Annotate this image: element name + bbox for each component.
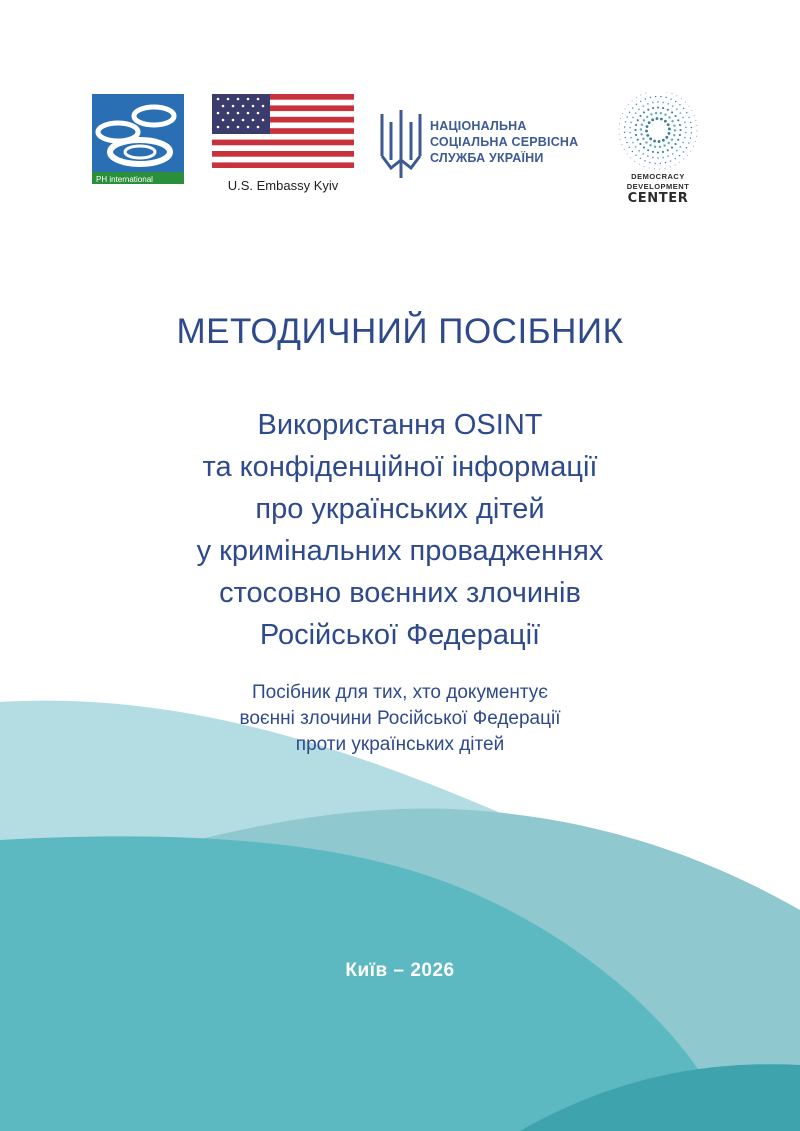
burst-dot <box>634 161 635 162</box>
burst-dot <box>652 151 654 153</box>
burst-dot <box>696 136 697 137</box>
burst-dot <box>679 124 681 126</box>
burst-dot <box>660 96 661 97</box>
burst-dot <box>679 162 680 163</box>
burst-dot <box>674 129 676 131</box>
burst-dot <box>657 157 659 159</box>
burst-dot <box>657 151 659 153</box>
ddc-logo <box>612 92 704 207</box>
burst-dot <box>663 144 665 146</box>
burst-dot <box>657 106 659 108</box>
burst-dot <box>659 146 661 148</box>
burst-dot <box>653 140 656 143</box>
burst-dot <box>628 104 629 105</box>
burst-dot <box>668 116 670 118</box>
burst-dot <box>649 144 651 146</box>
nss-line-3: СЛУЖБА УКРАЇНИ <box>430 151 544 165</box>
burst-dot <box>664 114 666 116</box>
burst-dot <box>676 150 678 152</box>
burst-dot <box>684 121 686 123</box>
burst-dot <box>632 100 633 101</box>
burst-dot <box>619 134 620 135</box>
burst-dot <box>675 158 676 159</box>
burst-dot <box>665 97 666 98</box>
burst-dot <box>664 120 667 123</box>
burst-dot <box>650 97 651 98</box>
dots-burst-icon <box>612 92 704 170</box>
us-flag-icon <box>212 94 354 168</box>
trident-icon <box>378 108 424 180</box>
burst-dot <box>686 147 687 148</box>
burst-dot <box>640 158 641 159</box>
burst-dot <box>642 105 644 107</box>
burst-dot <box>673 124 675 126</box>
burst-dot <box>624 149 625 150</box>
ph-international-icon <box>92 94 184 184</box>
burst-dot <box>662 157 664 159</box>
burst-dot <box>640 128 642 130</box>
burst-dot <box>625 137 626 138</box>
burst-dot <box>621 144 622 145</box>
burst-dot <box>647 155 649 157</box>
description-line: воєнні злочини Російської Федерації <box>239 708 561 729</box>
burst-dot <box>690 137 691 138</box>
burst-dot <box>652 157 654 159</box>
burst-dot <box>652 102 654 104</box>
burst-dot <box>642 153 644 155</box>
burst-dot <box>670 160 671 161</box>
burst-dot <box>637 139 639 141</box>
burst-dot <box>687 155 688 156</box>
ddc-line-3: CENTER <box>627 191 689 206</box>
burst-dot <box>671 147 673 149</box>
burst-dot <box>634 129 636 131</box>
burst-dot <box>690 122 691 123</box>
burst-dot <box>679 129 681 131</box>
burst-dot <box>643 111 645 113</box>
burst-dot <box>671 138 673 140</box>
burst-dot <box>649 167 650 168</box>
burst-dot <box>629 127 631 129</box>
burst-dot <box>679 134 681 136</box>
phi-caption: PH international <box>96 175 153 184</box>
burst-dot <box>675 143 677 145</box>
burst-dot <box>656 117 659 120</box>
burst-dot <box>677 119 679 121</box>
burst-dot <box>635 112 637 114</box>
burst-dot <box>691 110 692 111</box>
nss-line-2: СОЦІАЛЬНА СЕРВІСНА <box>430 135 579 149</box>
burst-dot <box>627 153 628 154</box>
burst-dot <box>642 138 644 140</box>
burst-dot <box>665 136 668 139</box>
burst-dot <box>667 149 669 151</box>
us-embassy-caption: U.S. Embassy Kyiv <box>227 178 339 193</box>
burst-dot <box>646 116 648 118</box>
burst-dot <box>679 146 681 148</box>
burst-dot <box>696 125 697 126</box>
ph-international-logo <box>92 94 184 184</box>
ddc-line-1: DEMOCRACY <box>631 172 685 181</box>
burst-dot <box>635 146 637 148</box>
burst-dot <box>643 119 645 121</box>
burst-dot <box>668 132 671 135</box>
burst-dot <box>695 120 696 121</box>
burst-dot <box>662 107 664 109</box>
ddc-line-2: DEVELOPMENT <box>626 182 690 191</box>
burst-dot <box>685 132 687 134</box>
burst-dot <box>667 123 670 126</box>
burst-dot <box>622 113 623 114</box>
burst-dot <box>647 109 649 111</box>
burst-dot <box>672 153 674 155</box>
burst-dot <box>655 112 657 114</box>
burst-dot <box>632 151 633 152</box>
burst-dot <box>630 157 631 158</box>
burst-dot <box>688 117 689 118</box>
burst-dot <box>655 96 656 97</box>
burst-dot <box>681 98 682 99</box>
burst-dot <box>654 168 655 169</box>
burst-dot <box>635 134 637 136</box>
burst-dot <box>693 146 694 147</box>
burst-dot <box>675 101 676 102</box>
burst-dot <box>629 147 630 148</box>
burst-dot <box>671 93 672 94</box>
burst-dot <box>691 132 692 133</box>
burst-dot <box>651 118 654 121</box>
nss-line-1: НАЦІОНАЛЬНА <box>430 119 527 133</box>
burst-dot <box>648 121 651 124</box>
burst-dot <box>657 101 659 103</box>
burst-dot <box>640 133 642 135</box>
burst-dot <box>685 127 687 129</box>
burst-dot <box>676 108 678 110</box>
burst-dot <box>679 104 680 105</box>
burst-dot <box>682 117 684 119</box>
burst-dot <box>643 147 645 149</box>
subtitle-line: про українських дітей <box>255 493 545 525</box>
burst-dot <box>625 121 626 122</box>
burst-dot <box>647 103 649 105</box>
burst-dot <box>660 163 661 164</box>
burst-dot <box>688 142 689 143</box>
burst-dot <box>630 137 632 139</box>
burst-dot <box>670 167 671 168</box>
burst-dot <box>626 116 627 117</box>
burst-dot <box>639 143 641 145</box>
burst-dot <box>646 125 649 128</box>
burst-dot <box>619 123 620 124</box>
burst-dot <box>625 108 626 109</box>
burst-dot <box>688 106 689 107</box>
burst-dot <box>638 108 640 110</box>
burst-dot <box>639 164 640 165</box>
burst-dot <box>629 132 631 134</box>
burst-dot <box>660 112 662 114</box>
burst-dot <box>662 102 664 104</box>
burst-dot <box>640 94 641 95</box>
burst-dot <box>667 109 669 111</box>
burst-dot <box>679 155 680 156</box>
burst-dot <box>645 141 647 143</box>
burst-dot <box>654 163 655 164</box>
burst-dot <box>646 134 649 137</box>
burst-dot <box>671 120 673 122</box>
burst-dot <box>696 130 697 131</box>
burst-dot <box>679 112 681 114</box>
burst-dot <box>691 127 692 128</box>
burst-dot <box>630 121 632 123</box>
burst-dot <box>668 142 670 144</box>
burst-dot <box>654 146 656 148</box>
subtitle-line: у кримінальних провадженнях <box>196 535 604 567</box>
burst-dot <box>684 137 686 139</box>
burst-dot <box>632 117 634 119</box>
burst-dot <box>675 115 677 117</box>
burst-dot <box>635 155 636 156</box>
burst-dot <box>658 140 661 143</box>
burst-dot <box>662 139 665 142</box>
subtitle-line: та конфіденційної інформації <box>202 451 598 483</box>
burst-dot <box>649 162 650 163</box>
burst-dot <box>647 149 649 151</box>
burst-dot <box>645 98 646 99</box>
burst-dot <box>668 128 671 131</box>
burst-dot <box>650 113 652 115</box>
nss-logo <box>378 108 608 188</box>
burst-dot <box>645 130 648 133</box>
burst-dot <box>645 92 646 93</box>
burst-dot <box>671 111 673 113</box>
burst-dot <box>685 102 686 103</box>
burst-dot <box>624 126 625 127</box>
burst-dot <box>667 155 669 157</box>
subtitle-line: Використання OSINT <box>257 409 543 441</box>
subtitle-line: стосовно воєнних злочинів <box>219 577 581 609</box>
burst-dot <box>694 115 695 116</box>
burst-dot <box>624 132 625 133</box>
burst-dot <box>632 107 633 108</box>
document-description <box>0 680 800 758</box>
burst-dot <box>666 92 667 93</box>
burst-dot <box>690 151 691 152</box>
burst-dot <box>686 112 687 113</box>
nss-name <box>430 118 578 166</box>
burst-dot <box>673 134 675 136</box>
burst-dot <box>620 118 621 119</box>
burst-dot <box>665 162 666 163</box>
burst-dot <box>636 97 637 98</box>
burst-dot <box>637 119 639 121</box>
burst-dot <box>652 107 654 109</box>
burst-dot <box>639 115 641 117</box>
burst-dot <box>626 142 627 143</box>
burst-dot <box>635 124 637 126</box>
burst-dot <box>664 168 665 169</box>
burst-dot <box>644 160 645 161</box>
burst-dot <box>620 139 621 140</box>
subtitle-line: Російської Федерації <box>259 619 541 651</box>
burst-dot <box>632 142 634 144</box>
description-line: Посібник для тих, хто документує <box>252 682 548 703</box>
burst-dot <box>638 150 640 152</box>
burst-dot <box>675 165 676 166</box>
burst-dot <box>660 118 663 121</box>
burst-dot <box>683 159 684 160</box>
burst-dot <box>618 129 619 130</box>
burst-dot <box>670 98 671 99</box>
burst-dot <box>641 124 643 126</box>
burst-dot <box>677 139 679 141</box>
us-embassy-logo <box>212 94 354 194</box>
description-line: проти українських дітей <box>295 734 505 755</box>
burst-dot <box>695 141 696 142</box>
burst-dot <box>683 108 684 109</box>
burst-dot <box>640 101 641 102</box>
burst-dot <box>629 112 630 113</box>
burst-dot <box>649 137 652 140</box>
document-title: МЕТОДИЧНИЙ ПОСІБНИК <box>176 312 624 351</box>
burst-dot <box>683 151 684 152</box>
burst-dot <box>644 166 645 167</box>
document-subtitle <box>0 404 800 656</box>
burst-dot <box>672 105 674 107</box>
burst-dot <box>676 95 677 96</box>
burst-dot <box>667 103 669 105</box>
burst-dot <box>659 168 660 169</box>
burst-dot <box>682 142 684 144</box>
burst-dot <box>662 151 664 153</box>
burst-dot <box>636 104 637 105</box>
place-and-year: Київ – 2026 <box>345 960 455 981</box>
